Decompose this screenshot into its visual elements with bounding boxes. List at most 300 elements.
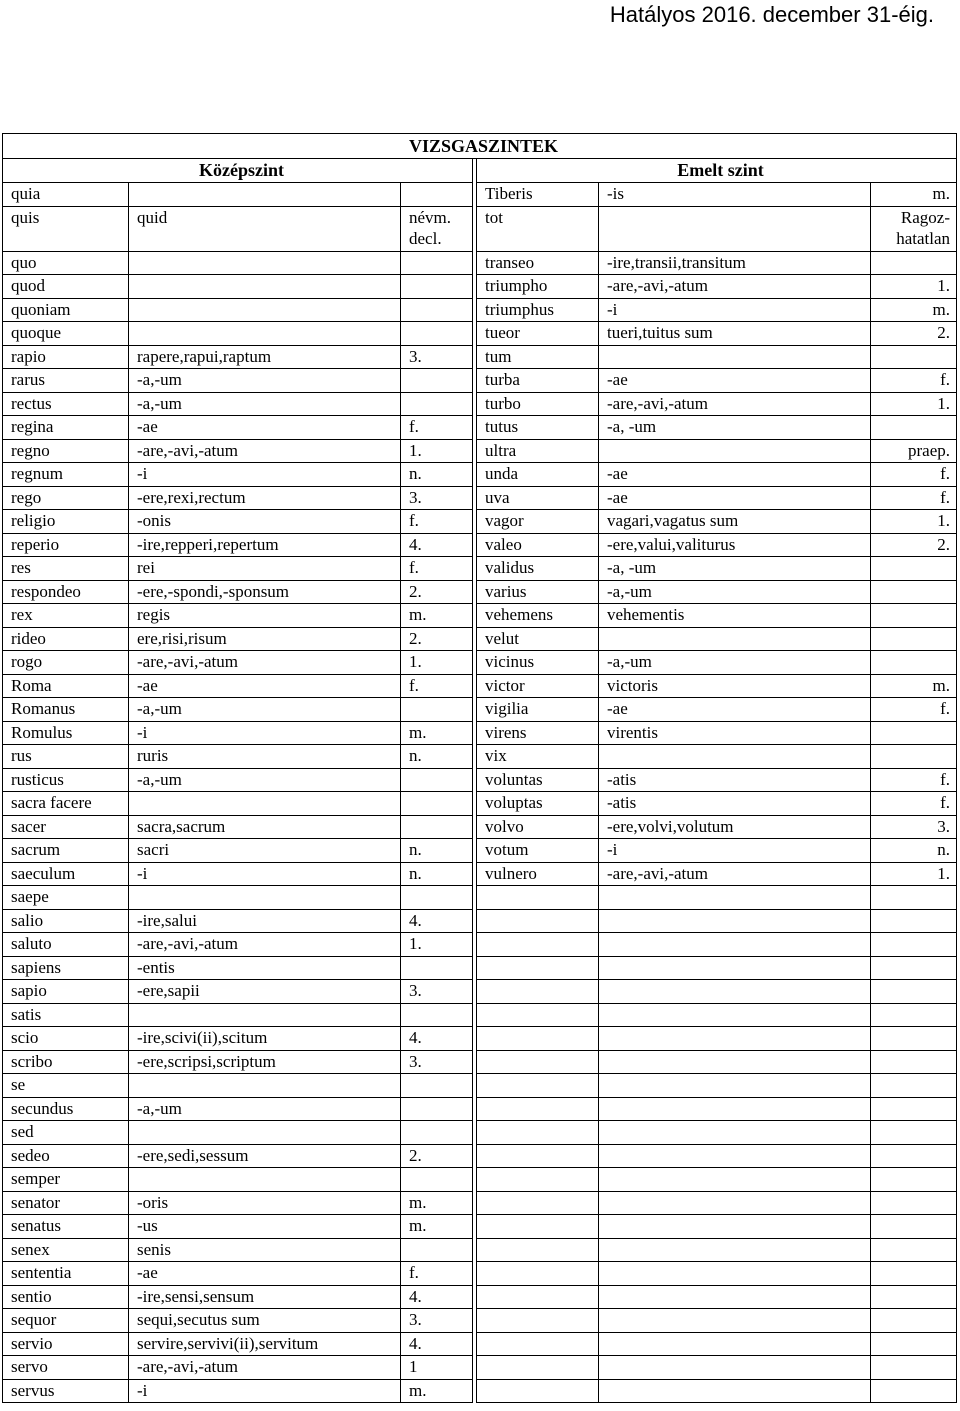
vocab-row: [3, 721, 957, 745]
vocab-row: [3, 1027, 957, 1051]
left-forms-cell: -a,-um: [129, 768, 401, 792]
left-headword-cell: sentio: [3, 1285, 129, 1309]
vocab-row: [3, 416, 957, 440]
vocab-row: [3, 322, 957, 346]
vocab-row: [3, 580, 957, 604]
left-grammar-cell: n.: [401, 745, 473, 769]
right-grammar-cell: m.: [871, 674, 957, 698]
right-grammar-cell: [871, 745, 957, 769]
right-forms-cell: tueri,tuitus sum: [599, 322, 871, 346]
left-grammar-cell: [401, 369, 473, 393]
right-headword-cell: triumpho: [477, 275, 599, 299]
left-headword-cell: saeculum: [3, 862, 129, 886]
right-headword-cell: [477, 980, 599, 1004]
left-forms-cell: -ere,sedi,sessum: [129, 1144, 401, 1168]
right-headword-cell: [477, 1262, 599, 1286]
right-headword-cell: [477, 909, 599, 933]
left-forms-cell: -ire,salui: [129, 909, 401, 933]
left-forms-cell: -onis: [129, 510, 401, 534]
left-grammar-cell: [401, 698, 473, 722]
left-forms-cell: [129, 298, 401, 322]
left-headword-cell: senex: [3, 1238, 129, 1262]
right-headword-cell: turbo: [477, 392, 599, 416]
right-grammar-cell: f.: [871, 486, 957, 510]
right-headword-cell: votum: [477, 839, 599, 863]
right-grammar-cell: [871, 721, 957, 745]
right-forms-cell: -ere,volvi,volutum: [599, 815, 871, 839]
left-forms-cell: -ere,rexi,rectum: [129, 486, 401, 510]
left-forms-cell: sequi,secutus sum: [129, 1309, 401, 1333]
left-grammar-cell: [401, 1003, 473, 1027]
right-grammar-cell: [871, 604, 957, 628]
right-grammar-cell: [871, 416, 957, 440]
right-headword-cell: triumphus: [477, 298, 599, 322]
left-forms-cell: [129, 886, 401, 910]
left-headword-cell: sed: [3, 1121, 129, 1145]
right-grammar-cell: [871, 1144, 957, 1168]
right-forms-cell: -are,-avi,-atum: [599, 862, 871, 886]
right-forms-cell: [599, 933, 871, 957]
vocab-row: [3, 933, 957, 957]
left-grammar-cell: [401, 768, 473, 792]
right-grammar-cell: [871, 651, 957, 675]
right-headword-cell: [477, 1356, 599, 1380]
right-headword-cell: voluntas: [477, 768, 599, 792]
right-headword-cell: [477, 1121, 599, 1145]
left-grammar-cell: m.: [401, 604, 473, 628]
right-grammar-cell: [871, 251, 957, 275]
level-header-left: Középszint: [3, 159, 473, 183]
left-grammar-cell: 1.: [401, 439, 473, 463]
right-grammar-cell: [871, 345, 957, 369]
vocabulary-table: [2, 133, 957, 1403]
vocab-row: [3, 815, 957, 839]
right-forms-cell: vagari,vagatus sum: [599, 510, 871, 534]
right-grammar-cell: [871, 1121, 957, 1145]
left-headword-cell: servo: [3, 1356, 129, 1380]
left-grammar-cell: [401, 322, 473, 346]
left-grammar-cell: 3.: [401, 486, 473, 510]
right-grammar-cell: [871, 909, 957, 933]
left-forms-cell: rei: [129, 557, 401, 581]
left-headword-cell: se: [3, 1074, 129, 1098]
left-headword-cell: saepe: [3, 886, 129, 910]
left-forms-cell: -ae: [129, 1262, 401, 1286]
left-forms-cell: [129, 1074, 401, 1098]
right-grammar-cell: [871, 1356, 957, 1380]
right-forms-cell: -a,-um: [599, 580, 871, 604]
right-headword-cell: [477, 1285, 599, 1309]
vocab-row: [3, 674, 957, 698]
right-grammar-cell: [871, 1309, 957, 1333]
left-grammar-cell: m.: [401, 1215, 473, 1239]
left-headword-cell: quoque: [3, 322, 129, 346]
right-grammar-cell: f.: [871, 792, 957, 816]
right-forms-cell: [599, 956, 871, 980]
vocab-row: [3, 745, 957, 769]
left-forms-cell: quid: [129, 206, 401, 251]
right-headword-cell: uva: [477, 486, 599, 510]
left-forms-cell: sacra,sacrum: [129, 815, 401, 839]
right-forms-cell: victoris: [599, 674, 871, 698]
left-forms-cell: -a,-um: [129, 392, 401, 416]
right-headword-cell: [477, 1215, 599, 1239]
vocab-row: [3, 956, 957, 980]
right-grammar-cell: [871, 1238, 957, 1262]
left-forms-cell: -ire,scivi(ii),scitum: [129, 1027, 401, 1051]
vocab-row: [3, 980, 957, 1004]
left-grammar-cell: f.: [401, 557, 473, 581]
left-headword-cell: reperio: [3, 533, 129, 557]
left-forms-cell: senis: [129, 1238, 401, 1262]
left-grammar-cell: névm. decl.: [401, 206, 473, 251]
right-forms-cell: [599, 886, 871, 910]
left-forms-cell: -a,-um: [129, 1097, 401, 1121]
vocab-row: [3, 1191, 957, 1215]
right-headword-cell: vulnero: [477, 862, 599, 886]
vocab-row: [3, 627, 957, 651]
vocab-row: [3, 1262, 957, 1286]
left-grammar-cell: [401, 275, 473, 299]
left-grammar-cell: f.: [401, 1262, 473, 1286]
left-headword-cell: secundus: [3, 1097, 129, 1121]
right-grammar-cell: [871, 886, 957, 910]
vocab-row: [3, 1379, 957, 1403]
left-grammar-cell: 1.: [401, 933, 473, 957]
left-grammar-cell: 3.: [401, 345, 473, 369]
left-grammar-cell: 3.: [401, 1309, 473, 1333]
right-grammar-cell: praep.: [871, 439, 957, 463]
left-grammar-cell: [401, 1168, 473, 1192]
right-headword-cell: [477, 1332, 599, 1356]
right-forms-cell: -ae: [599, 486, 871, 510]
left-grammar-cell: 1.: [401, 651, 473, 675]
right-headword-cell: transeo: [477, 251, 599, 275]
vocab-row: [3, 1050, 957, 1074]
right-forms-cell: -ae: [599, 463, 871, 487]
right-grammar-cell: 1.: [871, 392, 957, 416]
right-grammar-cell: [871, 1097, 957, 1121]
right-grammar-cell: [871, 956, 957, 980]
left-forms-cell: -i: [129, 721, 401, 745]
left-grammar-cell: 3.: [401, 980, 473, 1004]
right-forms-cell: [599, 1144, 871, 1168]
right-grammar-cell: [871, 1379, 957, 1403]
right-headword-cell: [477, 956, 599, 980]
left-headword-cell: regno: [3, 439, 129, 463]
vocab-row: [3, 1356, 957, 1380]
left-headword-cell: sapio: [3, 980, 129, 1004]
left-forms-cell: -us: [129, 1215, 401, 1239]
vocab-row: [3, 862, 957, 886]
left-forms-cell: rapere,rapui,raptum: [129, 345, 401, 369]
left-headword-cell: rectus: [3, 392, 129, 416]
table-title: VIZSGASZINTEK: [3, 134, 957, 159]
vocab-row: [3, 909, 957, 933]
right-forms-cell: -atis: [599, 768, 871, 792]
left-forms-cell: servire,servivi(ii),servitum: [129, 1332, 401, 1356]
vocab-row: [3, 369, 957, 393]
right-forms-cell: [599, 1191, 871, 1215]
right-grammar-cell: f.: [871, 768, 957, 792]
left-grammar-cell: 2.: [401, 627, 473, 651]
right-forms-cell: [599, 1332, 871, 1356]
vocab-row: [3, 486, 957, 510]
left-headword-cell: satis: [3, 1003, 129, 1027]
left-grammar-cell: 4.: [401, 909, 473, 933]
left-grammar-cell: 2.: [401, 580, 473, 604]
left-forms-cell: -ere,scripsi,scriptum: [129, 1050, 401, 1074]
vocab-row: [3, 557, 957, 581]
left-forms-cell: ere,risi,risum: [129, 627, 401, 651]
left-headword-cell: sapiens: [3, 956, 129, 980]
left-headword-cell: Romanus: [3, 698, 129, 722]
right-grammar-cell: [871, 627, 957, 651]
left-forms-cell: [129, 792, 401, 816]
right-forms-cell: [599, 1356, 871, 1380]
right-grammar-cell: [871, 933, 957, 957]
left-headword-cell: salio: [3, 909, 129, 933]
right-headword-cell: victor: [477, 674, 599, 698]
right-forms-cell: -ae: [599, 698, 871, 722]
vocab-row: [3, 439, 957, 463]
left-forms-cell: -are,-avi,-atum: [129, 933, 401, 957]
right-grammar-cell: [871, 1285, 957, 1309]
right-grammar-cell: 1.: [871, 862, 957, 886]
right-grammar-cell: f.: [871, 698, 957, 722]
right-grammar-cell: m.: [871, 298, 957, 322]
right-headword-cell: [477, 1238, 599, 1262]
vocab-row: [3, 1003, 957, 1027]
left-headword-cell: rex: [3, 604, 129, 628]
right-headword-cell: tutus: [477, 416, 599, 440]
left-headword-cell: regnum: [3, 463, 129, 487]
right-grammar-cell: [871, 980, 957, 1004]
left-headword-cell: Roma: [3, 674, 129, 698]
right-headword-cell: turba: [477, 369, 599, 393]
right-forms-cell: [599, 345, 871, 369]
right-grammar-cell: [871, 1215, 957, 1239]
vocab-row: [3, 768, 957, 792]
left-forms-cell: -ere,-spondi,-sponsum: [129, 580, 401, 604]
page-header-note: Hatályos 2016. december 31-éig.: [609, 2, 934, 27]
left-headword-cell: rego: [3, 486, 129, 510]
left-forms-cell: -a,-um: [129, 369, 401, 393]
left-grammar-cell: [401, 298, 473, 322]
left-grammar-cell: 3.: [401, 1050, 473, 1074]
right-forms-cell: vehementis: [599, 604, 871, 628]
level-header-row: [3, 159, 957, 183]
left-headword-cell: rusticus: [3, 768, 129, 792]
right-headword-cell: ultra: [477, 439, 599, 463]
vocab-row: [3, 792, 957, 816]
left-headword-cell: sacra facere: [3, 792, 129, 816]
vocab-row: [3, 1285, 957, 1309]
right-headword-cell: validus: [477, 557, 599, 581]
vocab-row: [3, 604, 957, 628]
left-headword-cell: sententia: [3, 1262, 129, 1286]
right-forms-cell: -i: [599, 839, 871, 863]
left-headword-cell: scio: [3, 1027, 129, 1051]
left-headword-cell: quoniam: [3, 298, 129, 322]
left-forms-cell: -a,-um: [129, 698, 401, 722]
right-forms-cell: -a, -um: [599, 416, 871, 440]
right-grammar-cell: [871, 1027, 957, 1051]
right-grammar-cell: [871, 580, 957, 604]
left-headword-cell: regina: [3, 416, 129, 440]
right-grammar-cell: [871, 1332, 957, 1356]
right-forms-cell: [599, 1238, 871, 1262]
right-forms-cell: [599, 1379, 871, 1403]
left-grammar-cell: [401, 1238, 473, 1262]
right-forms-cell: [599, 439, 871, 463]
right-forms-cell: [599, 1074, 871, 1098]
left-grammar-cell: [401, 886, 473, 910]
vocab-row: [3, 1168, 957, 1192]
right-headword-cell: vicinus: [477, 651, 599, 675]
vocab-row: [3, 183, 957, 207]
right-headword-cell: tum: [477, 345, 599, 369]
right-forms-cell: -ae: [599, 369, 871, 393]
left-headword-cell: sacrum: [3, 839, 129, 863]
left-headword-cell: quis: [3, 206, 129, 251]
right-headword-cell: velut: [477, 627, 599, 651]
left-grammar-cell: [401, 251, 473, 275]
left-forms-cell: [129, 1168, 401, 1192]
left-grammar-cell: 4.: [401, 1285, 473, 1309]
left-forms-cell: -i: [129, 463, 401, 487]
left-forms-cell: -i: [129, 1379, 401, 1403]
vocab-row: [3, 1144, 957, 1168]
left-headword-cell: servus: [3, 1379, 129, 1403]
left-grammar-cell: [401, 1074, 473, 1098]
left-forms-cell: -ae: [129, 416, 401, 440]
left-grammar-cell: f.: [401, 416, 473, 440]
vocab-row: [3, 298, 957, 322]
right-forms-cell: [599, 980, 871, 1004]
level-header-right: Emelt szint: [477, 159, 957, 183]
left-forms-cell: sacri: [129, 839, 401, 863]
left-headword-cell: quod: [3, 275, 129, 299]
left-headword-cell: religio: [3, 510, 129, 534]
right-headword-cell: [477, 1168, 599, 1192]
vocab-row: [3, 839, 957, 863]
left-forms-cell: [129, 1003, 401, 1027]
right-forms-cell: -a, -um: [599, 557, 871, 581]
right-forms-cell: [599, 1285, 871, 1309]
right-headword-cell: [477, 1050, 599, 1074]
vocab-row: [3, 392, 957, 416]
vocab-row: [3, 1215, 957, 1239]
vocab-row: [3, 1309, 957, 1333]
left-forms-cell: -ere,sapii: [129, 980, 401, 1004]
right-grammar-cell: [871, 1050, 957, 1074]
right-forms-cell: [599, 745, 871, 769]
right-forms-cell: [599, 909, 871, 933]
left-grammar-cell: [401, 815, 473, 839]
left-forms-cell: -are,-avi,-atum: [129, 651, 401, 675]
left-grammar-cell: [401, 956, 473, 980]
vocab-row: [3, 463, 957, 487]
vocab-row: [3, 533, 957, 557]
left-headword-cell: rus: [3, 745, 129, 769]
vocab-row: [3, 1332, 957, 1356]
left-grammar-cell: 4.: [401, 1332, 473, 1356]
right-headword-cell: vix: [477, 745, 599, 769]
left-forms-cell: [129, 322, 401, 346]
left-forms-cell: -are,-avi,-atum: [129, 1356, 401, 1380]
left-headword-cell: Romulus: [3, 721, 129, 745]
right-headword-cell: [477, 1097, 599, 1121]
right-grammar-cell: f.: [871, 463, 957, 487]
left-forms-cell: -ae: [129, 674, 401, 698]
right-headword-cell: valeo: [477, 533, 599, 557]
left-headword-cell: rideo: [3, 627, 129, 651]
left-grammar-cell: [401, 1097, 473, 1121]
right-grammar-cell: [871, 1262, 957, 1286]
right-grammar-cell: n.: [871, 839, 957, 863]
right-headword-cell: [477, 1027, 599, 1051]
right-forms-cell: [599, 627, 871, 651]
vocab-row: [3, 651, 957, 675]
right-grammar-cell: [871, 1074, 957, 1098]
right-headword-cell: volvo: [477, 815, 599, 839]
left-headword-cell: senatus: [3, 1215, 129, 1239]
right-forms-cell: [599, 1121, 871, 1145]
left-grammar-cell: n.: [401, 862, 473, 886]
right-grammar-cell: 2.: [871, 322, 957, 346]
vocab-row: [3, 510, 957, 534]
right-forms-cell: -are,-avi,-atum: [599, 392, 871, 416]
left-forms-cell: -ire,sensi,sensum: [129, 1285, 401, 1309]
left-forms-cell: regis: [129, 604, 401, 628]
vocab-row: [3, 1074, 957, 1098]
right-grammar-cell: m.: [871, 183, 957, 207]
left-headword-cell: senator: [3, 1191, 129, 1215]
right-headword-cell: vehemens: [477, 604, 599, 628]
right-forms-cell: [599, 1097, 871, 1121]
right-grammar-cell: [871, 1191, 957, 1215]
left-headword-cell: sacer: [3, 815, 129, 839]
right-forms-cell: -a,-um: [599, 651, 871, 675]
right-forms-cell: [599, 1262, 871, 1286]
vocab-row: [3, 1097, 957, 1121]
left-grammar-cell: n.: [401, 839, 473, 863]
left-forms-cell: ruris: [129, 745, 401, 769]
left-forms-cell: [129, 1121, 401, 1145]
right-forms-cell: -atis: [599, 792, 871, 816]
left-grammar-cell: [401, 1121, 473, 1145]
vocab-row: [3, 698, 957, 722]
vocab-row: [3, 251, 957, 275]
right-headword-cell: [477, 1191, 599, 1215]
left-headword-cell: servio: [3, 1332, 129, 1356]
left-forms-cell: [129, 275, 401, 299]
right-forms-cell: [599, 1050, 871, 1074]
right-grammar-cell: [871, 557, 957, 581]
left-grammar-cell: 2.: [401, 1144, 473, 1168]
left-grammar-cell: [401, 392, 473, 416]
left-headword-cell: sequor: [3, 1309, 129, 1333]
right-forms-cell: [599, 1168, 871, 1192]
vocab-row: [3, 345, 957, 369]
right-grammar-cell: 1.: [871, 275, 957, 299]
right-headword-cell: tueor: [477, 322, 599, 346]
right-headword-cell: [477, 1144, 599, 1168]
right-headword-cell: [477, 1074, 599, 1098]
right-grammar-cell: 1.: [871, 510, 957, 534]
left-grammar-cell: f.: [401, 674, 473, 698]
